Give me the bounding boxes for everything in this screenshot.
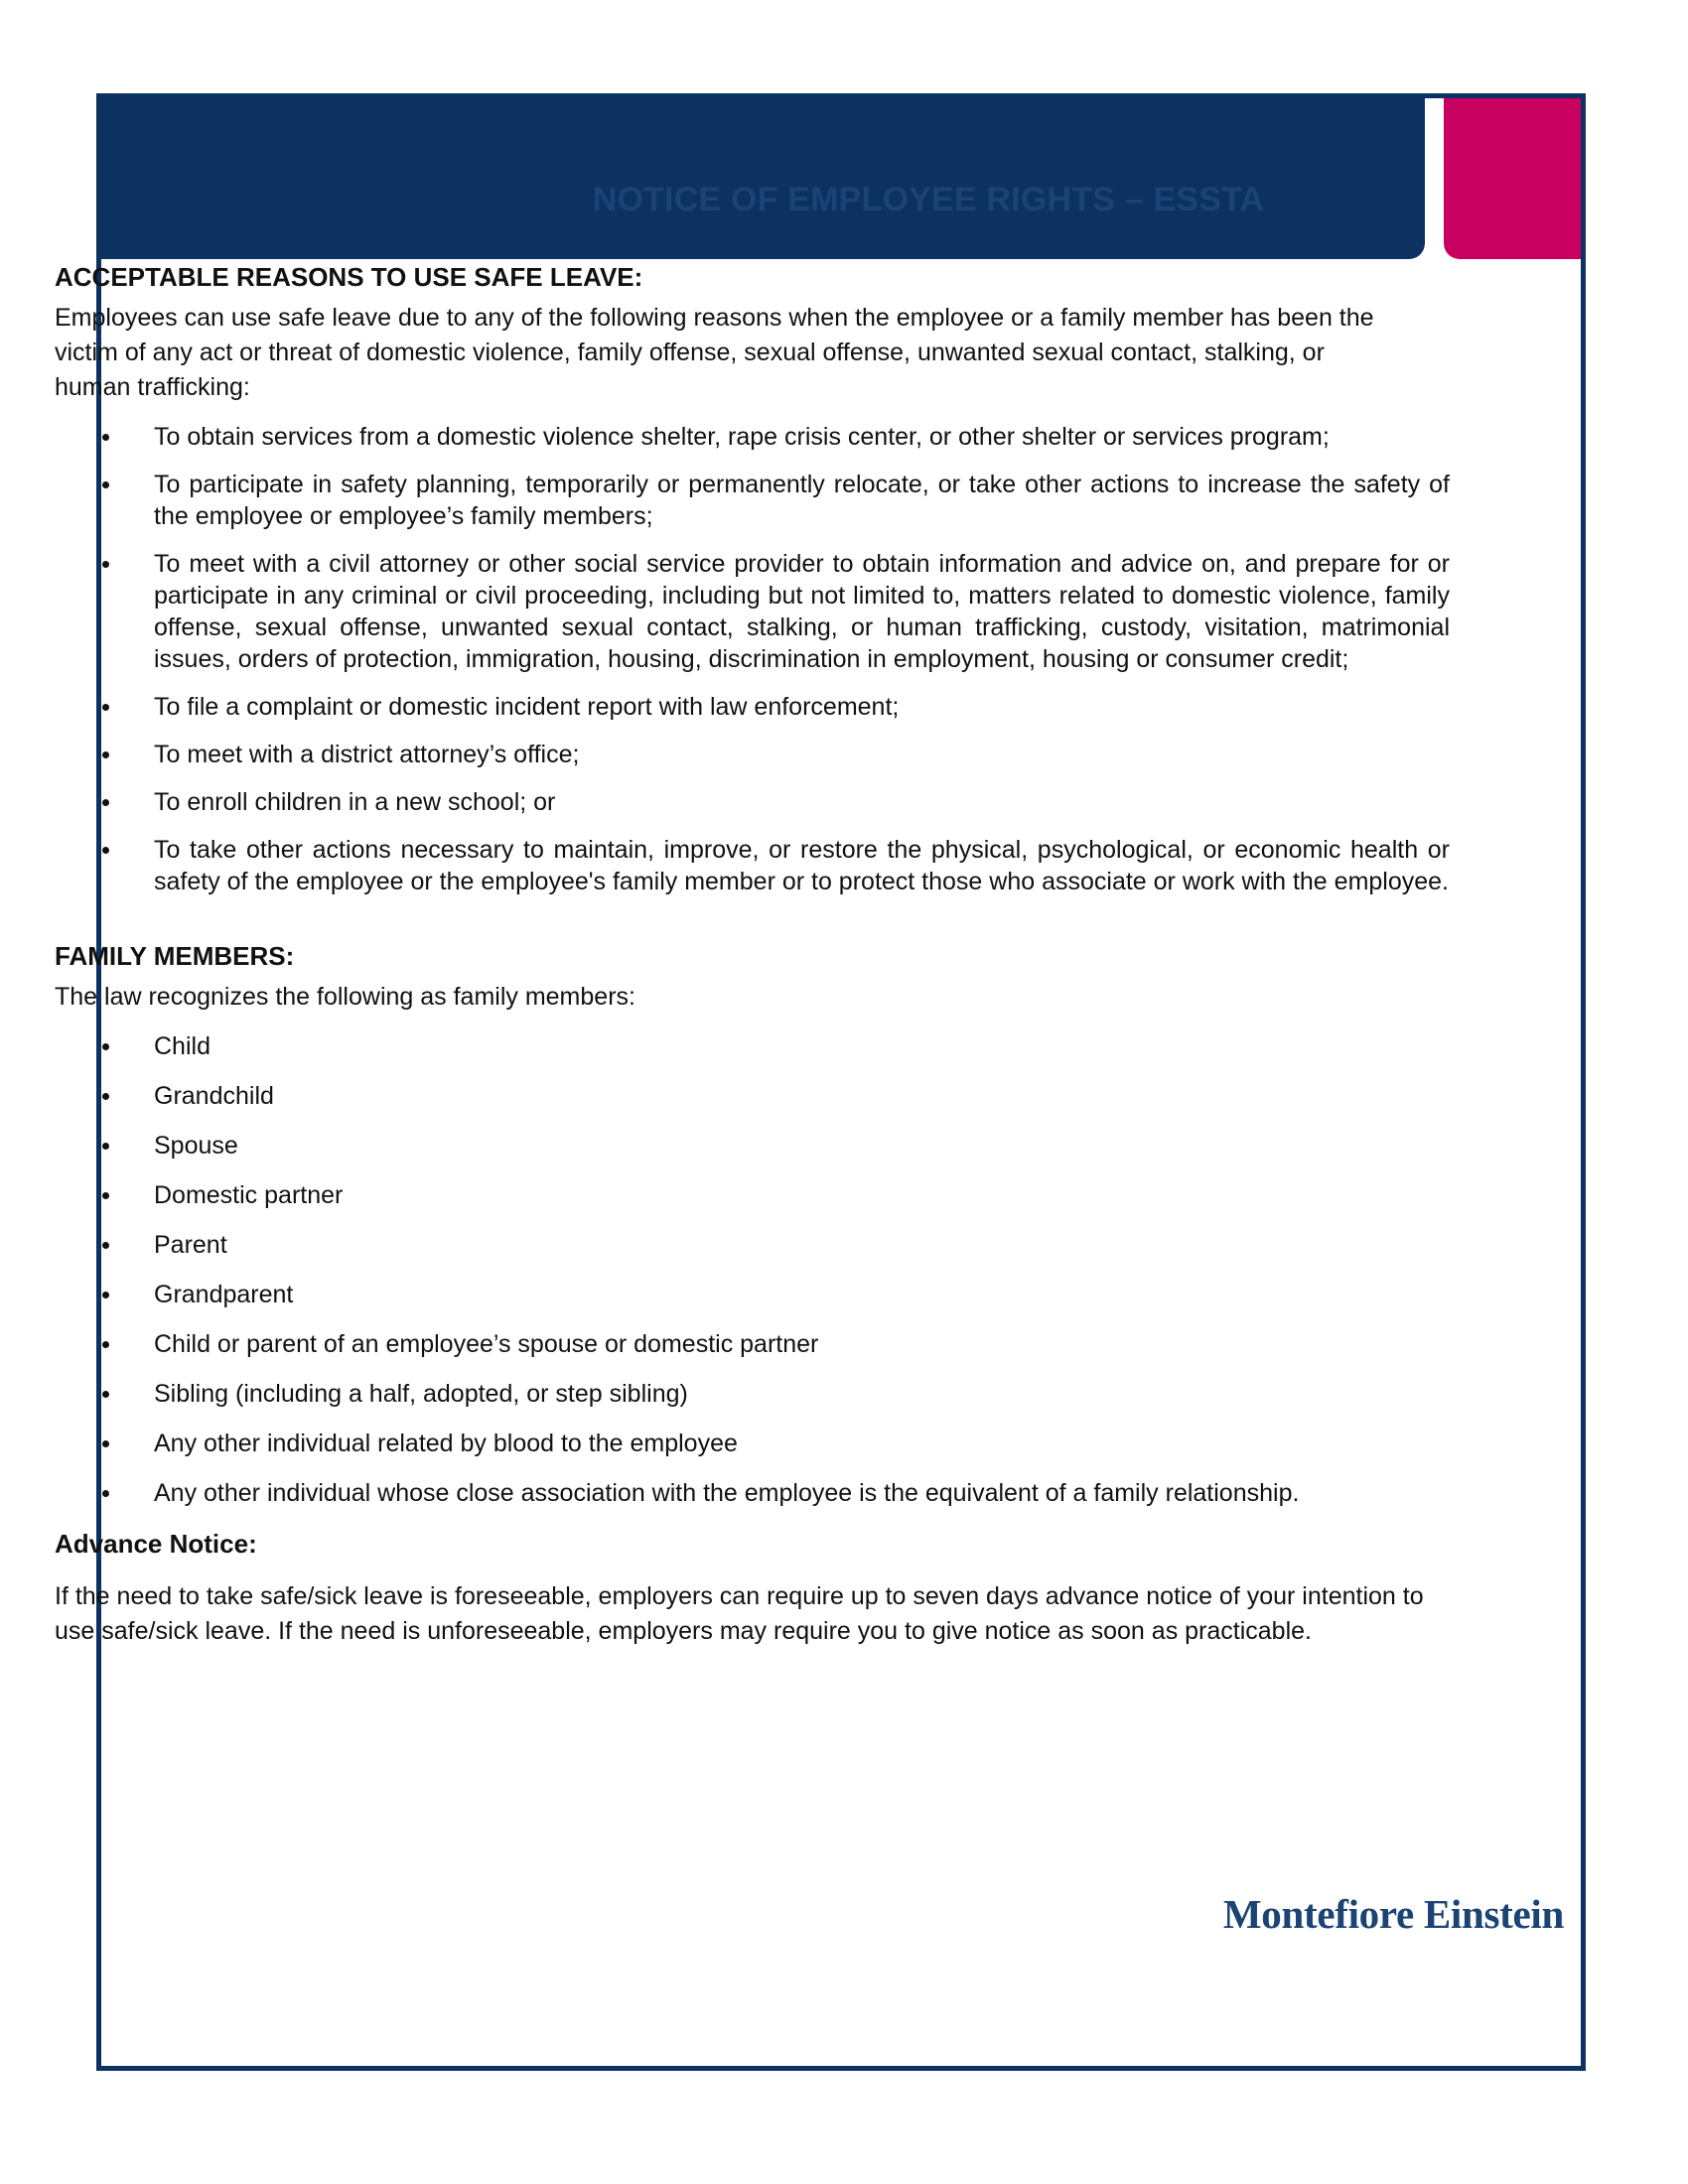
safe-leave-heading: ACCEPTABLE REASONS TO USE SAFE LEAVE: — [55, 262, 643, 292]
document-body — [55, 260, 1460, 1649]
bullet-icon — [102, 1292, 109, 1298]
list-item: To meet with a civil attorney or other social service provider to obtain information and advice on, and prepare for or participate in any criminal or civil proceeding, including but not limited to, matters related to domestic violence, family offense, sexual offense, unwanted sexual contact, stalking, or human trafficking, custody, visitation, matrimonial issues, orders of protection, immigration, housing, discrimination in employment, housing or consumer credit; — [55, 548, 1450, 675]
bullet-icon — [102, 1143, 109, 1150]
page-title: NOTICE OF EMPLOYEE RIGHTS – ESSTA — [592, 181, 1265, 218]
list-item: To obtain services from a domestic violence shelter, rape crisis center, or other shelter or services program; — [55, 421, 1450, 453]
bullet-icon — [102, 704, 109, 711]
bullet-icon — [102, 1192, 109, 1199]
list-item: To meet with a district attorney’s office; — [55, 739, 1450, 770]
list-item: Grandparent — [55, 1279, 1450, 1310]
list-item: Grandchild — [55, 1080, 1450, 1112]
family-members-intro: The law recognizes the following as family members: — [55, 983, 635, 1011]
header-divider — [1425, 98, 1444, 259]
list-item: Sibling (including a half, adopted, or step sibling) — [55, 1378, 1450, 1410]
bullet-icon — [102, 1391, 109, 1398]
safe-leave-list — [55, 421, 1460, 897]
list-item: Child or parent of an employee’s spouse or domestic partner — [55, 1328, 1450, 1360]
header-accent-block — [1444, 98, 1586, 259]
bullet-icon — [102, 481, 109, 488]
bullet-icon — [102, 847, 109, 854]
family-members-list — [55, 1030, 1460, 1509]
bullet-icon — [102, 1341, 109, 1348]
list-item: To file a complaint or domestic incident report with law enforcement; — [55, 691, 1450, 723]
montefiore-einstein-logo: Montefiore Einstein — [1222, 1891, 1564, 1937]
bullet-icon — [102, 1490, 109, 1497]
bullet-icon — [102, 1440, 109, 1447]
bullet-icon — [102, 751, 109, 758]
bullet-icon — [102, 1093, 109, 1100]
bullet-icon — [102, 434, 109, 441]
bullet-icon — [102, 1043, 109, 1050]
bullet-icon — [102, 1242, 109, 1249]
list-item: Any other individual whose close association with the employee is the equivalent of a family relationship. — [55, 1477, 1450, 1509]
list-item: To participate in safety planning, temporarily or permanently relocate, or take other actions to increase the safety of the employee or employee’s family members; — [55, 469, 1450, 532]
list-item: Child — [55, 1030, 1450, 1062]
safe-leave-intro: Employees can use safe leave due to any of the following reasons when the employee or a family member has been the victim of any act or threat of domestic violence, family offense, sexual offense, unwanted sexual contact, stalking, or human trafficking: — [55, 304, 1374, 401]
bullet-icon — [102, 561, 109, 568]
header-band — [101, 98, 1425, 259]
advance-notice-heading: Advance Notice: — [55, 1529, 257, 1559]
family-members-heading: FAMILY MEMBERS: — [55, 941, 295, 971]
list-item: Domestic partner — [55, 1179, 1450, 1211]
list-item: Parent — [55, 1229, 1450, 1261]
list-item: Spouse — [55, 1130, 1450, 1161]
advance-notice-text: If the need to take safe/sick leave is foreseeable, employers can require up to seven days advance notice of your intention to use safe/sick leave. If the need is unforeseeable, employers may require you to give notice as soon as practicable. — [55, 1582, 1424, 1645]
list-item: Any other individual related by blood to the employee — [55, 1428, 1450, 1459]
bullet-icon — [102, 799, 109, 806]
list-item: To take other actions necessary to maintain, improve, or restore the physical, psychological, or economic health or safety of the employee or the employee's family member or to protect those who associate or work with the employee. — [55, 834, 1450, 897]
list-item: To enroll children in a new school; or — [55, 786, 1450, 818]
